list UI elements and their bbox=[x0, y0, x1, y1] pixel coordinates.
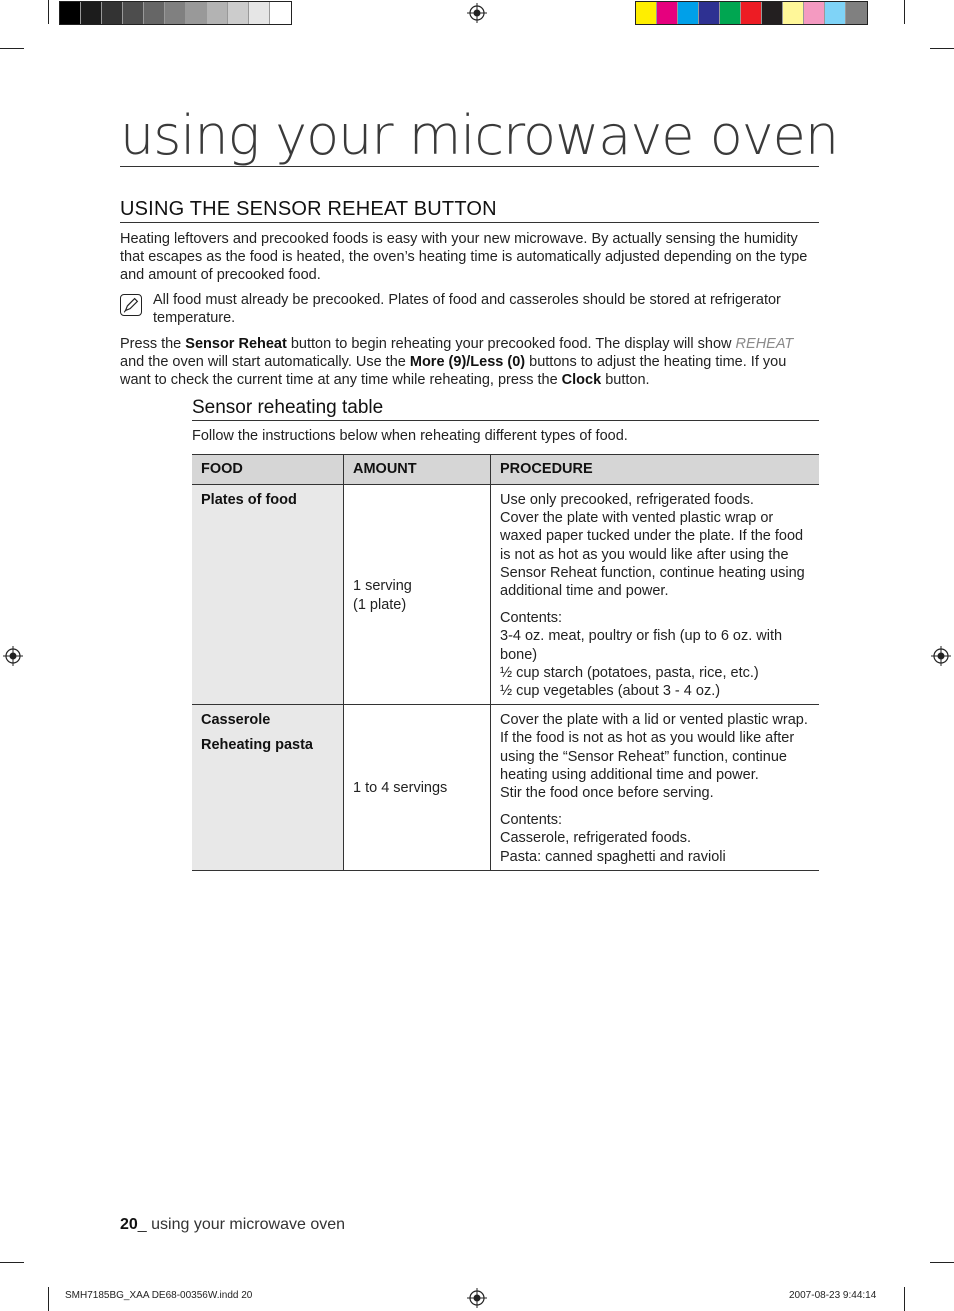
print-slug-file: SMH7185BG_XAA DE68-00356W.indd 20 bbox=[65, 1290, 253, 1301]
header-procedure: PROCEDURE bbox=[491, 455, 820, 485]
food-name: Casserole bbox=[201, 712, 271, 729]
food-name: Plates of food bbox=[201, 492, 297, 508]
color-swatch bbox=[165, 2, 186, 24]
color-swatch bbox=[825, 2, 846, 24]
more-less-label: More (9)/Less (0) bbox=[409, 354, 526, 370]
color-swatch bbox=[636, 2, 657, 24]
color-swatch bbox=[741, 2, 762, 24]
amount-cell bbox=[344, 485, 491, 705]
registration-mark-icon bbox=[931, 646, 951, 666]
color-swatch bbox=[228, 2, 249, 24]
color-swatch bbox=[81, 2, 102, 24]
header-amount: AMOUNT bbox=[344, 455, 491, 485]
color-swatch bbox=[804, 2, 825, 24]
press-paragraph bbox=[120, 335, 819, 389]
color-swatch bbox=[678, 2, 699, 24]
crop-mark bbox=[48, 1287, 49, 1311]
contents-label: Contents: bbox=[500, 610, 563, 627]
amount-line: 1 to 4 servings bbox=[353, 780, 448, 797]
clock-label: Clock bbox=[561, 372, 602, 388]
page-footer-label: _ using your microwave oven bbox=[137, 1216, 346, 1233]
table-row bbox=[192, 705, 819, 871]
note-text: All food must already be precooked. Plates of food and casseroles should be stored at refrigerator temperature. bbox=[153, 292, 781, 326]
sensor-reheating-table bbox=[192, 454, 819, 871]
table-row bbox=[192, 485, 819, 705]
amount-line: 1 serving bbox=[353, 578, 412, 595]
procedure-line: Stir the food once before serving. bbox=[500, 785, 714, 802]
press-text: Press the bbox=[120, 336, 186, 352]
color-swatch bbox=[783, 2, 804, 24]
color-swatch bbox=[123, 2, 144, 24]
crop-mark bbox=[904, 0, 905, 24]
contents-line: Casserole, refrigerated foods. bbox=[500, 830, 692, 847]
intro-paragraph: Heating leftovers and precooked foods is easy with your new microwave. By actually sensing the humidity that escapes as the food is heated, the oven’s heating time is automatically adjusted depending on the type and amount of precooked food. bbox=[120, 231, 808, 283]
crop-mark bbox=[0, 48, 24, 49]
chapter-title: using your microwave oven bbox=[120, 104, 839, 167]
procedure-cell bbox=[491, 705, 820, 871]
print-slug-datetime: 2007-08-23 9:44:14 bbox=[789, 1290, 877, 1301]
procedure-line: Use only precooked, refrigerated foods. bbox=[500, 492, 754, 508]
procedure-cell bbox=[491, 485, 820, 705]
contents-line: Pasta: canned spaghetti and ravioli bbox=[500, 848, 726, 865]
display-reheat-word: REHEAT bbox=[735, 336, 794, 352]
crop-mark bbox=[930, 1262, 954, 1263]
food-cell bbox=[192, 705, 344, 871]
amount-line: (1 plate) bbox=[353, 596, 407, 613]
contents-label: Contents: bbox=[500, 812, 563, 829]
header-food: FOOD bbox=[192, 455, 344, 485]
table-header-row bbox=[192, 455, 819, 485]
process-color-bar bbox=[635, 1, 868, 25]
procedure-line: Cover the plate with a lid or vented plastic wrap. If the food is not as hot as you would like after using the “Sensor Reheat” function, continue heating using additional time and power. bbox=[500, 712, 808, 783]
registration-mark-icon bbox=[467, 1288, 487, 1308]
contents-line: 3-4 oz. meat, poultry or fish (up to 6 oz. with bone) bbox=[500, 628, 783, 663]
page-footer bbox=[120, 1216, 345, 1234]
grayscale-color-bar bbox=[59, 1, 292, 25]
press-text: and the oven will start automatically. Use the bbox=[120, 354, 410, 370]
contents-line: ½ cup vegetables (about 3 - 4 oz.) bbox=[500, 683, 721, 700]
crop-mark bbox=[0, 1262, 24, 1263]
color-swatch bbox=[657, 2, 678, 24]
color-swatch bbox=[270, 2, 291, 24]
color-swatch bbox=[102, 2, 123, 24]
table-title: Sensor reheating table bbox=[192, 396, 819, 421]
page-number: 20 bbox=[120, 1216, 138, 1233]
color-swatch bbox=[846, 2, 867, 24]
press-text: button to begin reheating your precooked food. The display will show bbox=[286, 336, 736, 352]
color-swatch bbox=[186, 2, 207, 24]
color-swatch bbox=[207, 2, 228, 24]
crop-mark bbox=[48, 0, 49, 24]
sensor-reheat-label: Sensor Reheat bbox=[185, 336, 287, 352]
registration-mark-icon bbox=[467, 3, 487, 23]
table-intro: Follow the instructions below when reheating different types of food. bbox=[192, 428, 628, 444]
color-swatch bbox=[60, 2, 81, 24]
color-swatch bbox=[144, 2, 165, 24]
food-name: Reheating pasta bbox=[201, 737, 313, 754]
section-title: USING THE SENSOR REHEAT BUTTON bbox=[120, 196, 819, 223]
contents-line: ½ cup starch (potatoes, pasta, rice, etc.) bbox=[500, 664, 759, 681]
color-swatch bbox=[762, 2, 783, 24]
registration-mark-icon bbox=[3, 646, 23, 666]
amount-cell bbox=[344, 705, 491, 871]
press-text: button. bbox=[601, 372, 650, 388]
crop-mark bbox=[930, 48, 954, 49]
procedure-line: Cover the plate with vented plastic wrap or waxed paper tucked under the plate. If the food is not as hot as you would like after using the Sensor Reheat function, continue heating using additional time and power. bbox=[500, 510, 805, 600]
color-swatch bbox=[720, 2, 741, 24]
press-text: buttons to adjust the heating time. If you want to check the current time at any time while reheating, press the bbox=[120, 354, 787, 388]
color-swatch bbox=[699, 2, 720, 24]
note-pencil-icon bbox=[120, 294, 142, 316]
crop-mark bbox=[904, 1287, 905, 1311]
food-cell bbox=[192, 485, 344, 705]
color-swatch bbox=[249, 2, 270, 24]
